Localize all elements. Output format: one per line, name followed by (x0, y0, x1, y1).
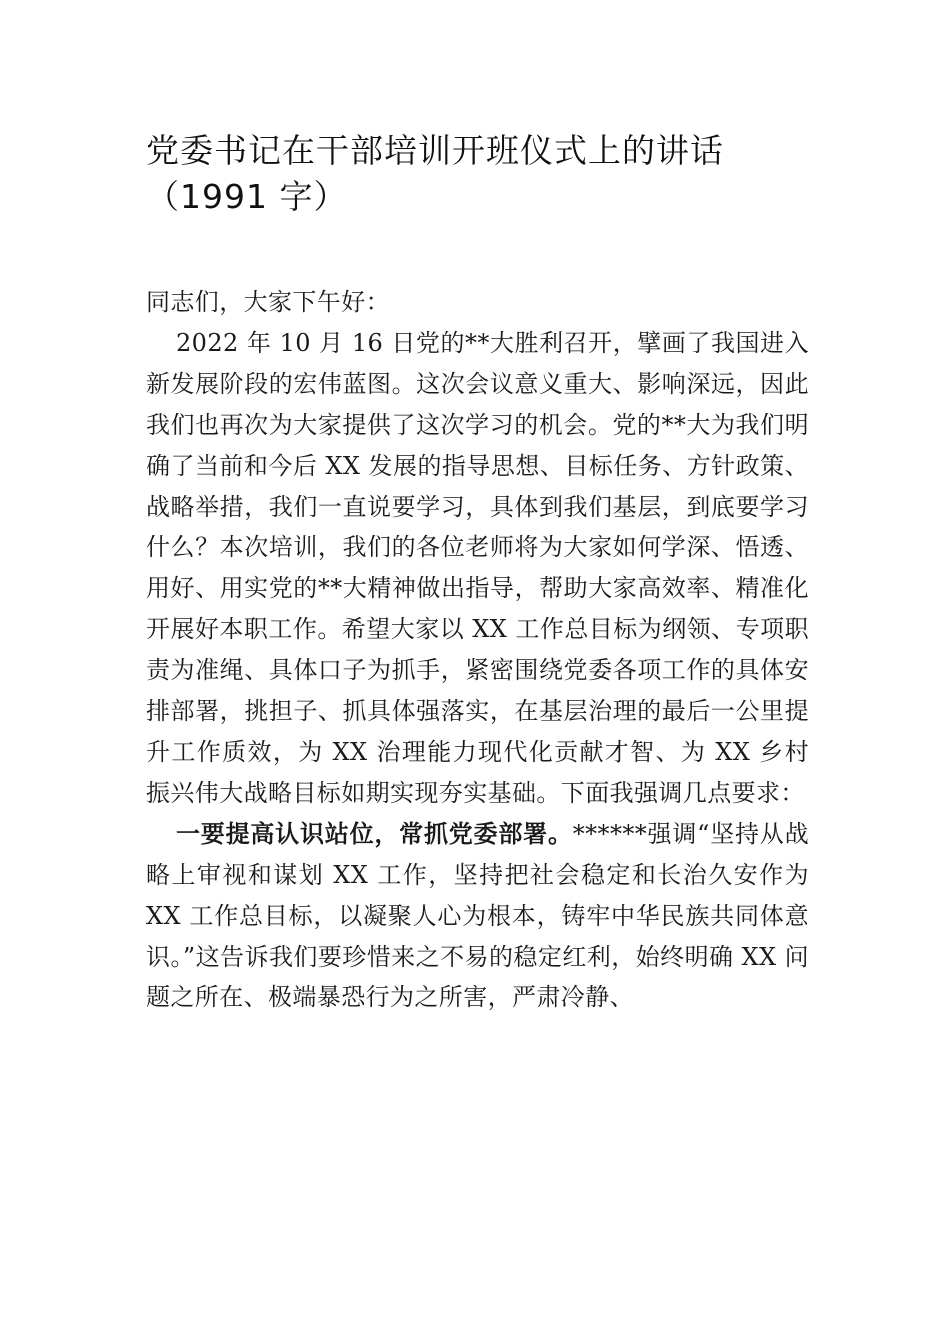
document-title (146, 128, 826, 220)
paragraph-2-lead: 一要提高认识站位，常抓党委部署。 (176, 819, 573, 848)
salutation: 同志们，大家下午好： (146, 288, 390, 316)
title-line-2: （1991 字） (146, 177, 348, 216)
paragraph-2-body: ******强调“坚持从战略上审视和谋划 XX 工作，坚持把社会稳定和长治久安作为 XX 工作总目标，以凝聚人心为根本，铸牢中华民族共同体意识。”这告诉我们要珍惜来之不易的稳定红利，始终明确 XX 问题之所在、极端暴恐行为之所害，严肃冷静、 (146, 819, 809, 1012)
document-body (146, 282, 809, 1018)
title-line-1: 党委书记在干部培训开班仪式上的讲话 (146, 131, 724, 170)
paragraph-2 (146, 814, 809, 1019)
paragraph-1: 2022 年 10 月 16 日党的**大胜利召开，擘画了我国进入新发展阶段的宏伟蓝图。这次会议意义重大、影响深远，因此我们也再次为大家提供了这次学习的机会。党的**大为我们明确了当前和今后 XX 发展的指导思想、目标任务、方针政策、战略举措，我们一直说要学习，具体到我们基层，到底要学习什么？本次培训，我们的各位老师将为大家如何学深、悟透、用好、用实党的**大精神做出指导，帮助大家高效率、精准化开展好本职工作。希望大家以 XX 工作总目标为纲领、专项职责为准绳、具体口子为抓手，紧密围绕党委各项工作的具体安排部署，挑担子、抓具体强落实，在基层治理的最后一公里提升工作质效，为 XX 治理能力现代化贡献才智、为 XX 乡村振兴伟大战略目标如期实现夯实基础。下面我强调几点要求： (146, 328, 809, 807)
